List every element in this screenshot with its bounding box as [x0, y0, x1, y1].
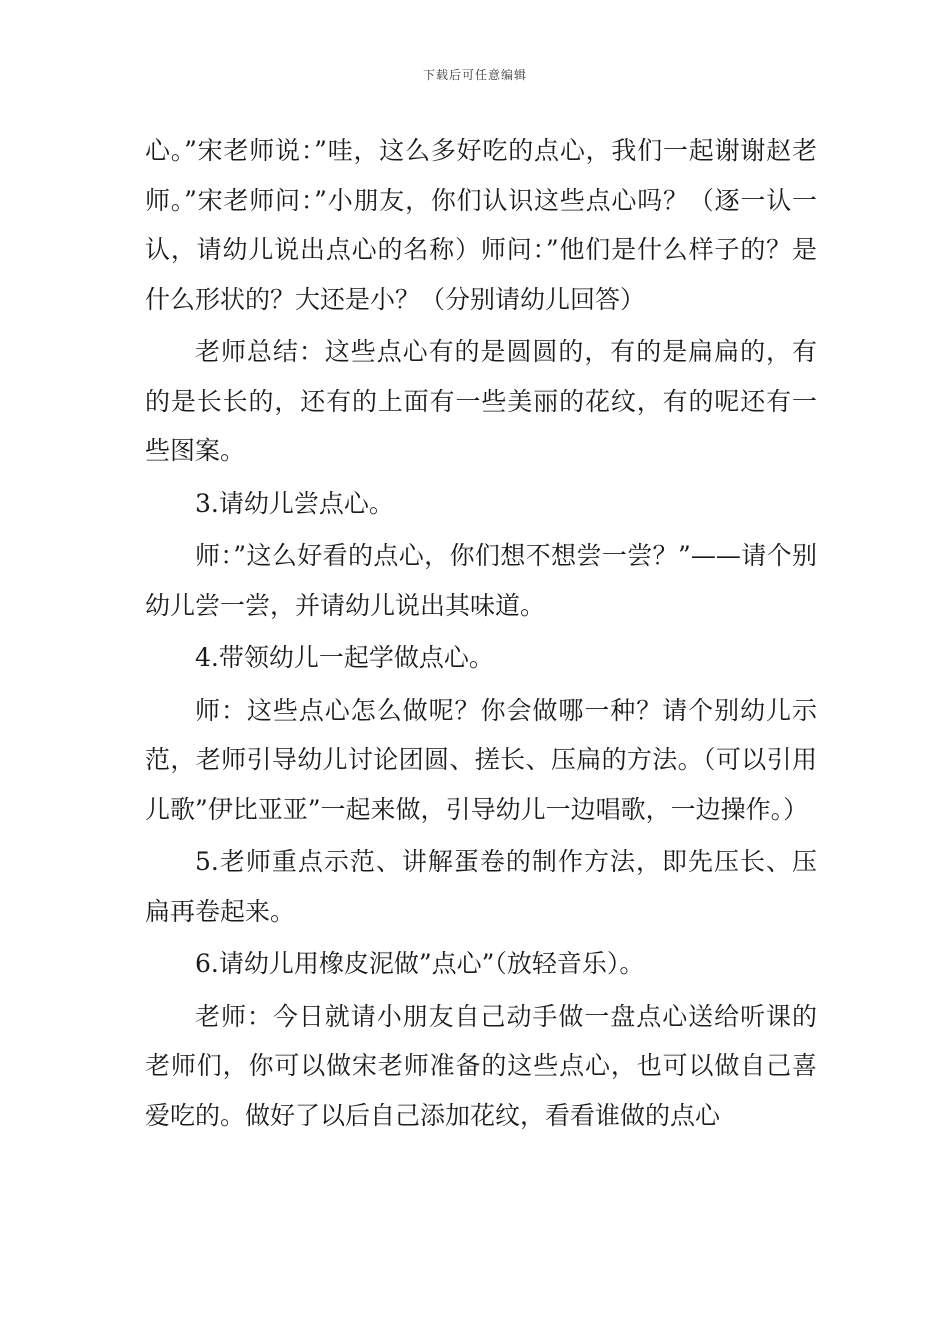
paragraph-step-4-dialogue: 师：这些点心怎么做呢？你会做哪一种？请个别幼儿示范，老师引导幼儿讨论团圆、搓长、压扁的方法。（可以引用儿歌”伊比亚亚”一起来做，引导幼儿一边唱歌，一边操作。） [145, 695, 817, 824]
document-body [145, 126, 817, 1143]
paragraph-step-6-heading: 6.请幼儿用橡皮泥做”点心”（放轻音乐）。 [195, 949, 645, 978]
paragraph-step-5: 5.老师重点示范、讲解蛋卷的制作方法，即先压长、压扁再卷起来。 [145, 847, 817, 926]
paragraph-step-3-heading: 3.请幼儿尝点心。 [195, 488, 394, 518]
paragraph-teacher-summary: 老师总结：这些点心有的是圆圆的，有的是扁扁的，有的是长长的，还有的上面有一些美丽的花纹，有的呢还有一些图案。 [145, 337, 817, 465]
page-header-note: 下载后可任意编辑 [422, 68, 527, 82]
paragraph-step-4-heading: 4.带领幼儿一起学做点心。 [195, 643, 494, 672]
paragraph-step-6-dialogue: 老师：今日就请小朋友自己动手做一盘点心送给听课的老师们，你可以做宋老师准备的这些点心，也可以做自己喜爱吃的。做好了以后自己添加花纹，看看谁做的点心 [145, 1001, 817, 1130]
paragraph-dialogue-intro: 心。”宋老师说：”哇，这么多好吃的点心，我们一起谢谢赵老师。”宋老师问：”小朋友，你们认识这些点心吗？（逐一认一认，请幼儿说出点心的名称）师问：”他们是什么样子的？是什么形状的？大还是小？（分别请幼儿回答） [145, 136, 817, 314]
paragraph-step-3-dialogue: 师：”这么好看的点心，你们想不想尝一尝？”——请个别幼儿尝一尝，并请幼儿说出其味道。 [145, 541, 817, 620]
